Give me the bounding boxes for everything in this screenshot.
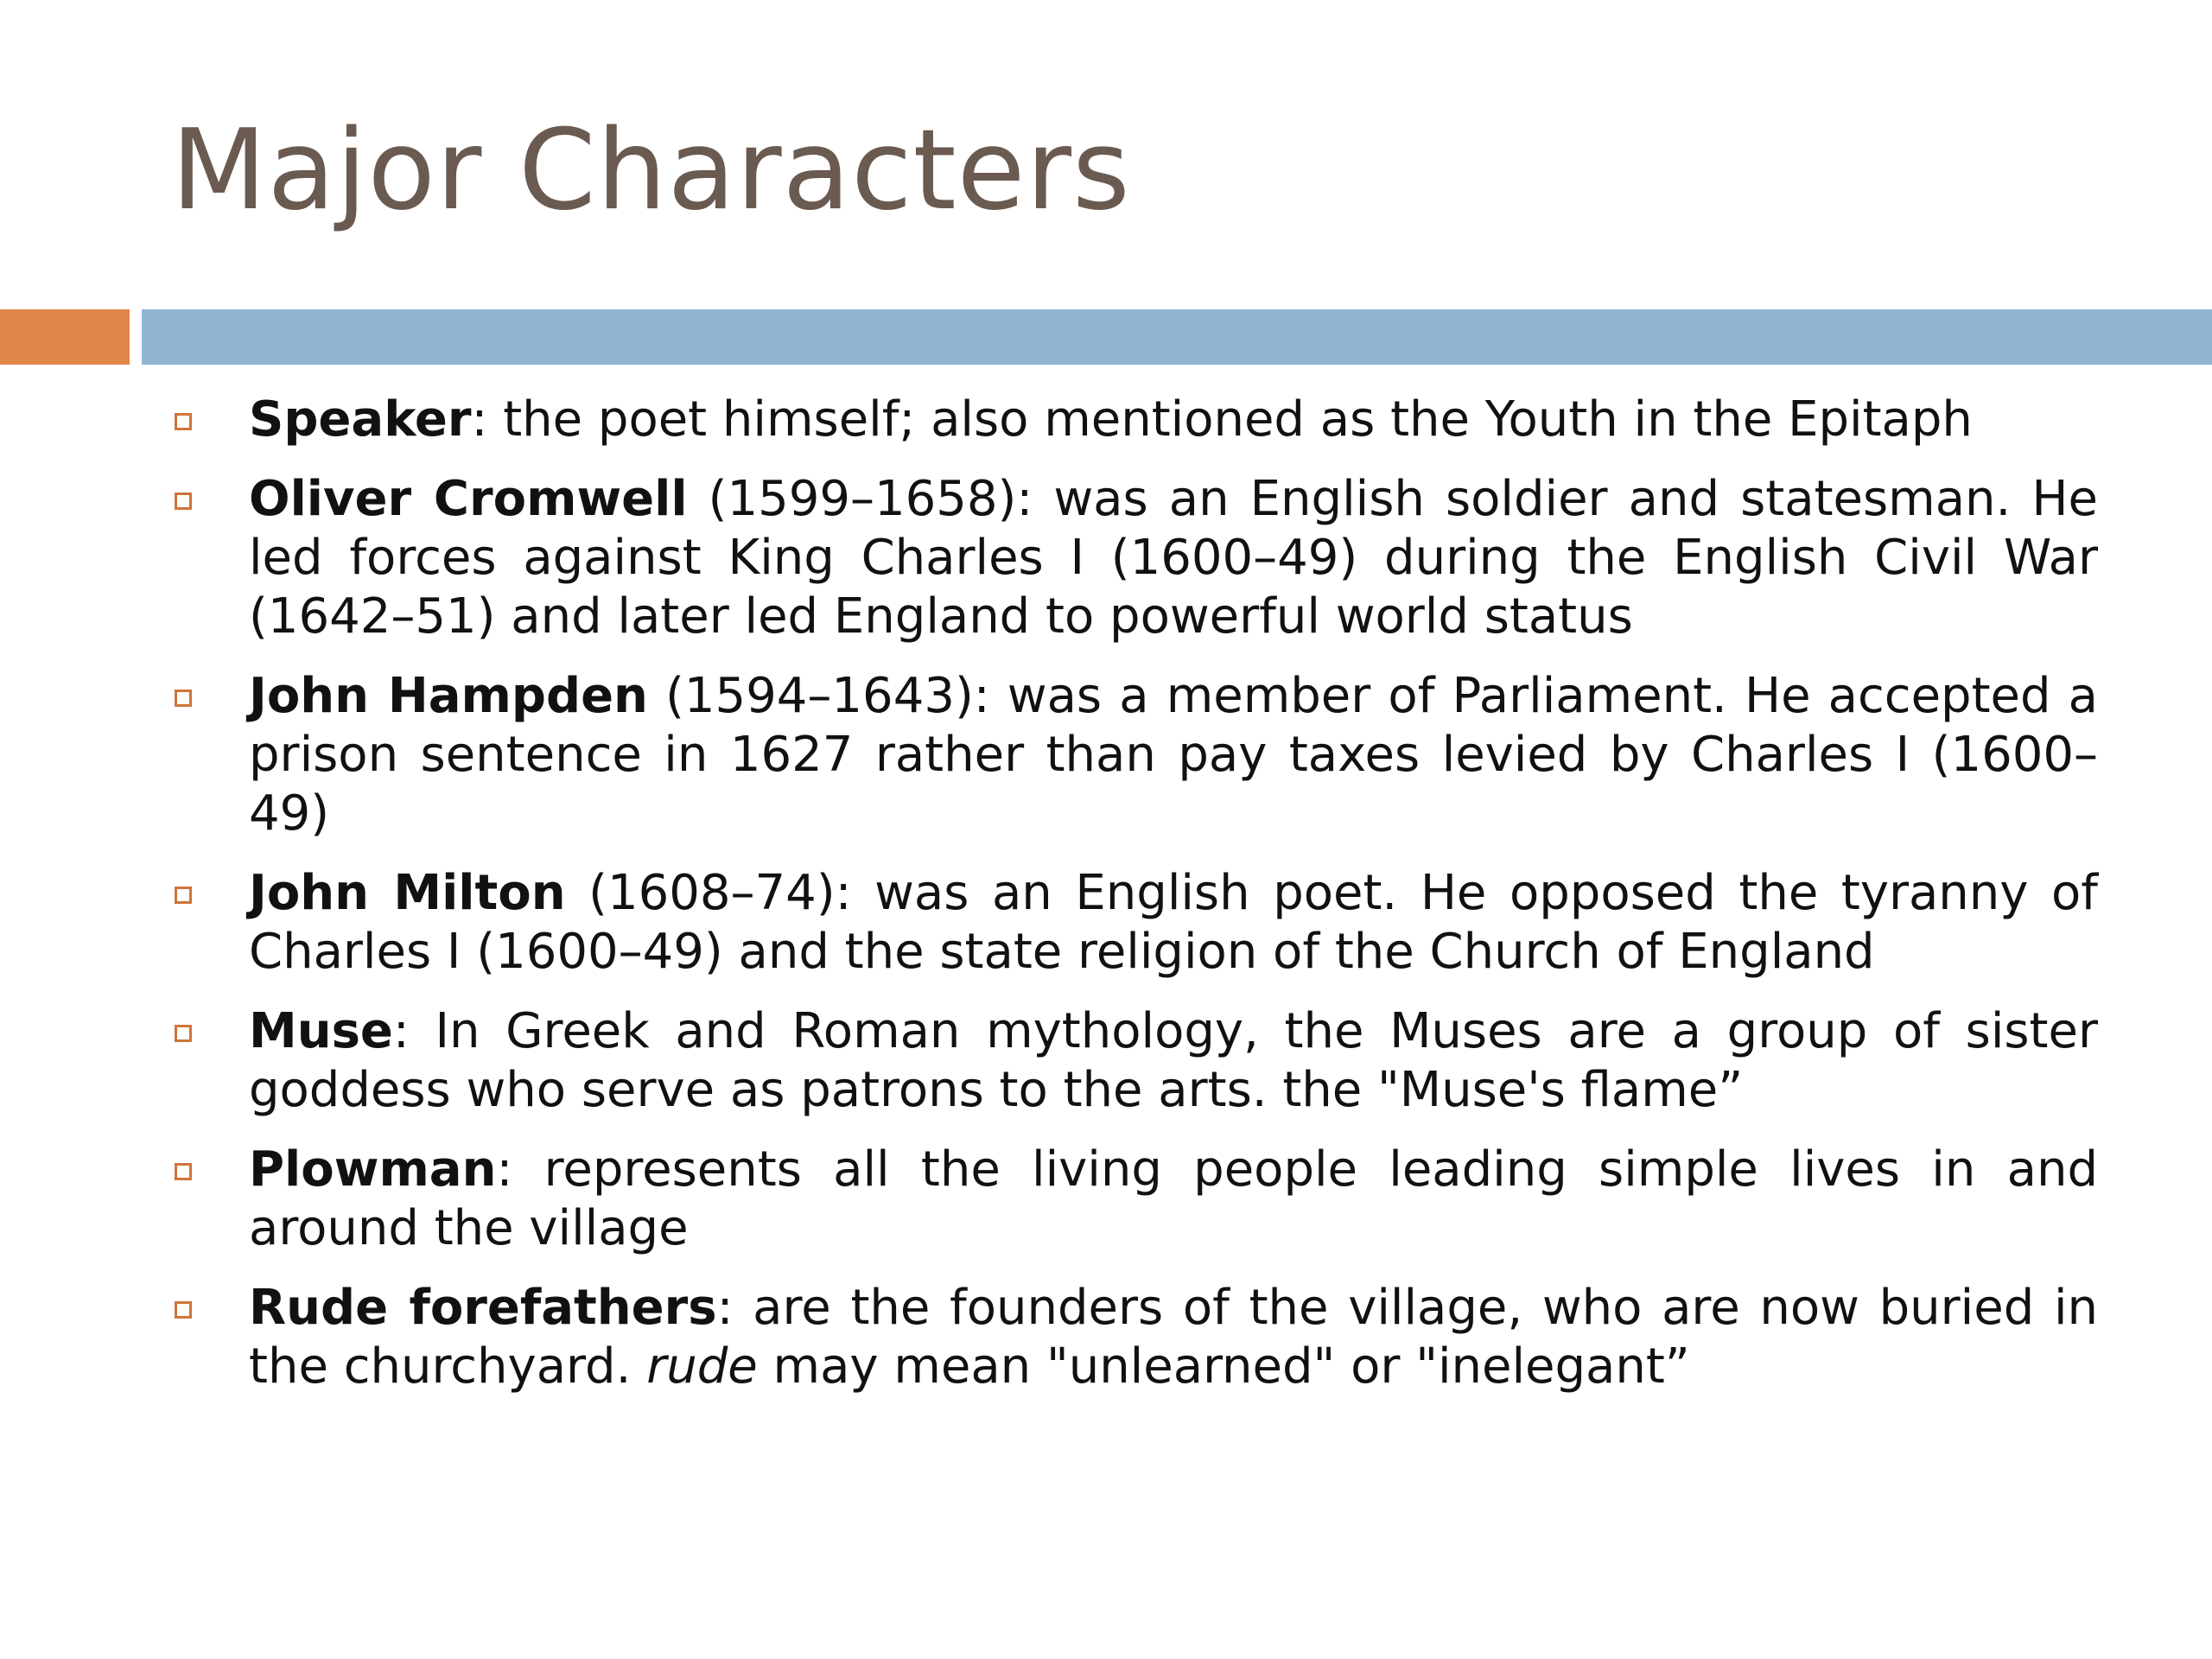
item-text: (1594–1643): was a member of Parliament. He accepted a prison sentence in 1627 rather than pay taxes levied by Charles I (1600–49) xyxy=(249,668,2098,842)
square-bullet-icon xyxy=(175,493,192,510)
item-text: (1599–1658): was an English soldier and statesman. He led forces against King Charles I (1600–49) during the English Civil War (1642–51) and later led England to powerful world status xyxy=(249,471,2098,645)
list-item-speaker xyxy=(171,391,2098,449)
square-bullet-icon xyxy=(175,1163,192,1180)
item-text: (1608–74): was an English poet. He opposed the tyranny of Charles I (1600–49) and the state religion of the Church of England xyxy=(249,865,2098,980)
item-term: Muse xyxy=(249,1003,393,1059)
item-text: : In Greek and Roman mythology, the Muses are a group of sister goddess who serve as patrons to the arts. the "Muse's flame” xyxy=(249,1003,2098,1118)
item-term: Speaker xyxy=(249,391,472,448)
item-text-continued: may mean "unlearned" or "inelegant” xyxy=(757,1338,1690,1395)
accent-band xyxy=(0,309,130,365)
header-band xyxy=(142,309,2212,365)
square-bullet-icon xyxy=(175,413,192,430)
square-bullet-icon xyxy=(175,690,192,707)
item-term: Oliver Cromwell xyxy=(249,471,688,527)
item-term: Rude forefathers xyxy=(249,1280,717,1336)
item-text: : are the founders of the village, who are now buried in the churchyard. xyxy=(249,1280,2098,1395)
item-term: John Milton xyxy=(249,865,566,921)
item-term: John Hampden xyxy=(249,668,648,724)
square-bullet-icon xyxy=(175,1025,192,1042)
item-italic-word: rude xyxy=(646,1338,758,1395)
bullet-list xyxy=(171,391,2098,1417)
list-item-rude-forefathers xyxy=(171,1279,2098,1396)
square-bullet-icon xyxy=(175,887,192,904)
item-text: : represents all the living people leading simple lives in and around the village xyxy=(249,1141,2098,1256)
list-item-john-hampden xyxy=(171,667,2098,843)
item-term: Plowman xyxy=(249,1141,497,1198)
slide-title: Major Characters xyxy=(171,106,1131,235)
square-bullet-icon xyxy=(175,1301,192,1319)
list-item-muse xyxy=(171,1002,2098,1120)
item-text: : the poet himself; also mentioned as the Youth in the Epitaph xyxy=(471,391,1973,448)
list-item-oliver-cromwell xyxy=(171,470,2098,646)
list-item-john-milton xyxy=(171,864,2098,982)
list-item-plowman xyxy=(171,1141,2098,1258)
